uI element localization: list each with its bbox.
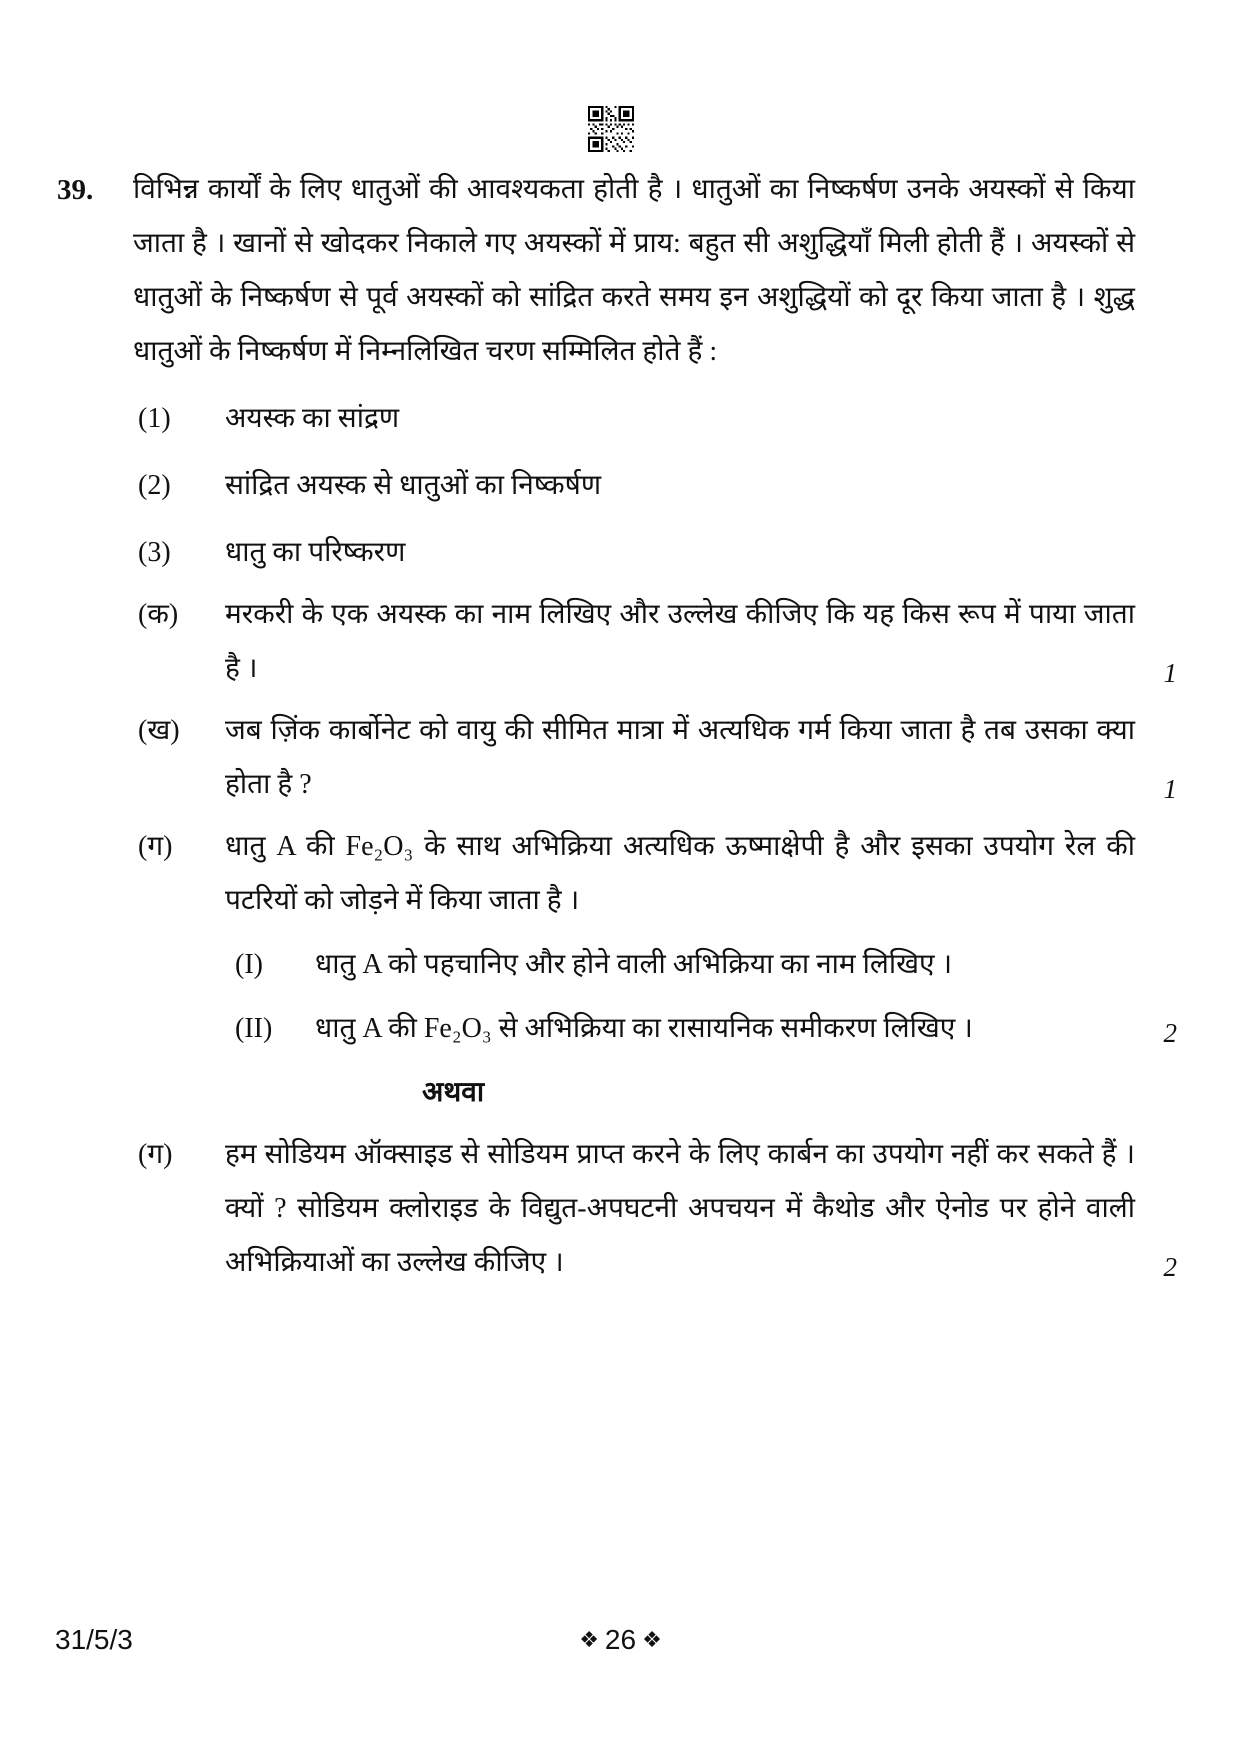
question-part-ga xyxy=(133,820,1181,928)
question-part-ka xyxy=(133,588,1181,696)
question-39 xyxy=(55,163,1181,1290)
part-text: जब ज़िंक कार्बोनेट को वायु की सीमित मात्रा में अत्यधिक गर्म किया जाता है तब उसका क्या होता है ? xyxy=(225,715,1135,800)
part-text: धातु A की Fe₂O₃ के साथ अभिक्रिया अत्यधिक ऊष्माक्षेपी है और इसका उपयोग रेल की पटरियों को जोड़ने में किया जाता है । xyxy=(225,831,1135,916)
marks-value: 1 xyxy=(1163,658,1177,688)
step-text: सांद्रित अयस्क से धातुओं का निष्कर्षण xyxy=(225,470,602,501)
ornament-icon: ❖ xyxy=(579,1627,599,1652)
or-separator: अथवा xyxy=(422,1077,485,1108)
step-label: (3) xyxy=(138,537,171,568)
page-number: 26 xyxy=(604,1624,637,1655)
step-text: धातु का परिष्करण xyxy=(225,537,406,568)
subpart-label: (II) xyxy=(235,1013,273,1044)
list-item xyxy=(133,526,1181,580)
part-text: हम सोडियम ऑक्साइड से सोडियम प्राप्त करने के लिए कार्बन का उपयोग नहीं कर सकते हैं । क्यों ? सोडियम क्लोराइड के विद्युत-अपघटनी अपचयन में कैथोड और ऐनोड पर होने वाली अभिक्रियाओं का उल्लेख कीजिए । xyxy=(225,1139,1135,1278)
subpart-text: धातु A को पहचानिए और होने वाली अभिक्रिया का नाम लिखिए । xyxy=(315,949,953,980)
list-item xyxy=(133,392,1181,446)
part-label: (ग) xyxy=(138,831,173,862)
part-label: (ग) xyxy=(138,1139,173,1170)
question-subpart-ii xyxy=(230,1002,1181,1056)
question-intro: विभिन्न कार्यों के लिए धातुओं की आवश्यकता होती है । धातुओं का निष्कर्षण उनके अयस्कों से किया जाता है । खानों से खोदकर निकाले गए अयस्कों में प्राय: बहुत सी अशुद्धियाँ मिली होती हैं । अयस्कों से धातुओं के निष्कर्षण से पूर्व अयस्कों को सांद्रित करते समय इन अशुद्धियों को दूर किया जाता है । शुद्ध धातुओं के निष्कर्षण में निम्नलिखित चरण सम्मिलित होते हैं : xyxy=(133,174,1135,367)
question-content xyxy=(133,163,1181,1290)
subpart-label: (I) xyxy=(235,949,263,980)
question-part-ga-alt xyxy=(133,1128,1181,1290)
step-text: अयस्क का सांद्रण xyxy=(225,403,400,434)
part-text: मरकरी के एक अयस्क का नाम लिखिए और उल्लेख कीजिए कि यह किस रूप में पाया जाता है । xyxy=(225,599,1135,684)
marks-value: 2 xyxy=(1163,1252,1177,1282)
ornament-icon: ❖ xyxy=(642,1627,662,1652)
paper-code: 31/5/3 xyxy=(55,1624,133,1655)
qr-code-icon xyxy=(588,106,634,152)
question-number: 39. xyxy=(57,174,94,206)
list-item xyxy=(133,459,1181,513)
part-label: (क) xyxy=(138,599,179,630)
part-label: (ख) xyxy=(138,715,180,746)
question-part-kha xyxy=(133,704,1181,812)
step-label: (1) xyxy=(138,403,171,434)
marks-value: 2 xyxy=(1163,1018,1177,1048)
question-subpart-i xyxy=(230,938,1181,992)
step-label: (2) xyxy=(138,470,171,501)
subpart-text: धातु A की Fe₂O₃ से अभिक्रिया का रासायनिक समीकरण लिखिए । xyxy=(315,1013,973,1044)
marks-value: 1 xyxy=(1163,774,1177,804)
page-number-line xyxy=(0,1624,1241,1658)
